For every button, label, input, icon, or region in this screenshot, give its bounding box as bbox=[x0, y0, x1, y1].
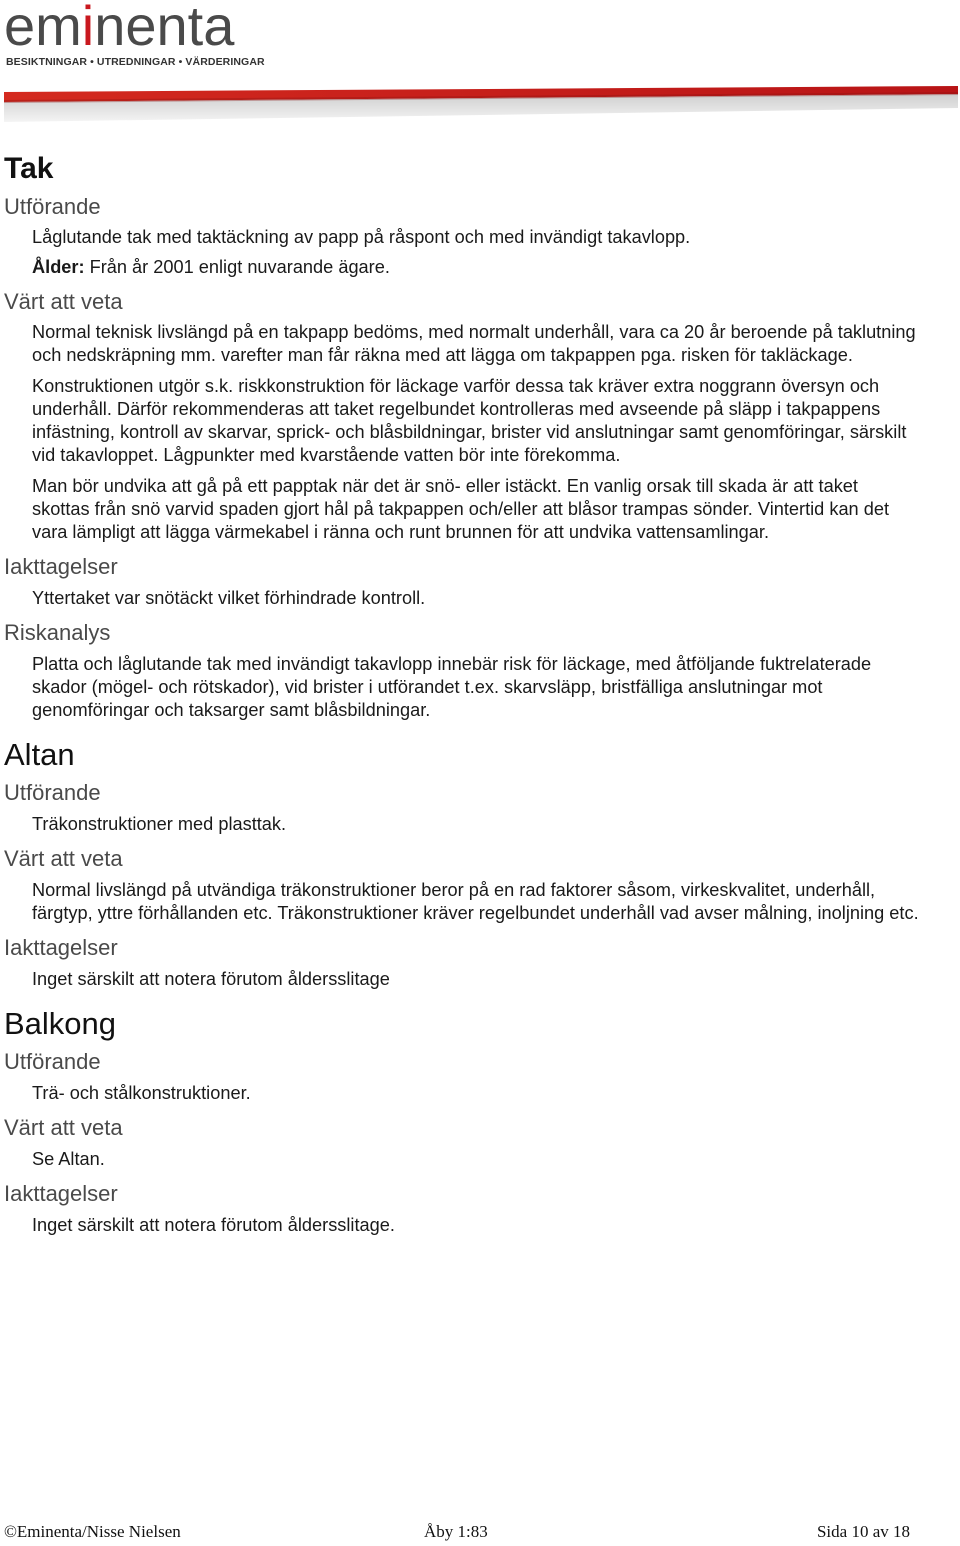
heading-vart-att-veta-altan: Värt att veta bbox=[4, 846, 123, 871]
logo-accent-letter: i bbox=[81, 0, 95, 57]
text-iakttagelser-tak: Yttertaket var snötäckt vilket förhindrade kontroll. bbox=[32, 588, 426, 608]
footer-copyright: ©Eminenta/Nisse Nielsen bbox=[4, 1522, 181, 1541]
text-riskanalys-tak: Platta och låglutande tak med invändigt takavlopp innebär risk för läckage, med åtföljande fuktrelaterade skador (mögel- och rötskador), vid brister i utförandet t.ex. skarvsläpp, bristfälliga anslutningar mot genomföringar och taksarger samt blåsbildningar. bbox=[32, 654, 872, 720]
footer-property: Åby 1:83 bbox=[424, 1522, 488, 1541]
text-vart-tak-2: Konstruktionen utgör s.k. riskkonstruktion för läckage varför dessa tak kräver extra noggrann översyn och underhåll. Därför rekommenderas att taket regelbundet kontrolleras med avseende på släpp i takpappens infästning, kontroll av skarvar, sprick- och blåsbildningar, brister vid anslutningar samt genomföringar, särskilt vid takavloppet. Lågpunkter med kvarstående vatten bör inte förekomma. bbox=[32, 376, 907, 465]
header-decorative-band bbox=[0, 78, 960, 138]
section-title-tak: Tak bbox=[4, 152, 54, 185]
heading-utforande-altan: Utförande bbox=[4, 780, 101, 805]
heading-iakttagelser-balkong: Iakttagelser bbox=[4, 1181, 118, 1206]
report-body bbox=[0, 150, 960, 1237]
heading-utforande-tak: Utförande bbox=[4, 194, 101, 219]
text-iakttagelser-altan: Inget särskilt att notera förutom åldersslitage bbox=[32, 969, 390, 989]
section-title-balkong: Balkong bbox=[4, 1006, 117, 1041]
section-title-altan: Altan bbox=[4, 737, 75, 772]
text-vart-altan: Normal livslängd på utvändiga träkonstruktioner beror på en rad faktorer såsom, virkeskvalitet, underhåll, färgtyp, yttre förhållanden etc. Träkonstruktioner kräver regelbundet underhåll vad avser målning, inoljning etc. bbox=[32, 880, 919, 923]
text-alder: Ålder: Från år 2001 enligt nuvarande ägare. bbox=[32, 257, 390, 277]
text-vart-tak-3: Man bör undvika att gå på ett papptak när det är snö- eller istäckt. En vanlig orsak till skada är att taket skottas från snö varvid spaden gjort hål på takpappen och/eller att blåsor trampas sönder. Vintertid kan det vara lämpligt att lägga värmekabel i ränna och runt brunnen för att undvika vattensamlingar. bbox=[32, 476, 890, 542]
footer-page-number: Sida 10 av 18 bbox=[816, 1522, 910, 1541]
text-utforande-altan: Träkonstruktioner med plasttak. bbox=[32, 814, 287, 834]
text-utforande-tak: Låglutande tak med taktäckning av papp på råspont och med invändigt takavlopp. bbox=[32, 227, 691, 247]
logo-wordmark: eminenta bbox=[4, 0, 234, 58]
heading-vart-att-veta-tak: Värt att veta bbox=[4, 289, 123, 314]
text-vart-tak-1: Normal teknisk livslängd på en takpapp bedöms, med normalt underhåll, vara ca 20 år beroende på taklutning och nedskräpning mm. varefter man får räkna med att lägga om takpappen pga. risken för takläckage. bbox=[32, 322, 916, 365]
heading-iakttagelser-altan: Iakttagelser bbox=[4, 935, 118, 960]
label-alder: Ålder: bbox=[32, 257, 85, 277]
page-footer bbox=[0, 1520, 960, 1546]
text-vart-balkong: Se Altan. bbox=[32, 1149, 105, 1169]
heading-riskanalys-tak: Riskanalys bbox=[4, 620, 111, 645]
text-utforande-balkong: Trä- och stålkonstruktioner. bbox=[32, 1083, 251, 1103]
logo-tagline: BESIKTNINGAR • UTREDNINGAR • VÄRDERINGAR bbox=[6, 56, 265, 68]
text-iakttagelser-balkong: Inget särskilt att notera förutom åldersslitage. bbox=[32, 1215, 395, 1235]
heading-utforande-balkong: Utförande bbox=[4, 1049, 101, 1074]
heading-iakttagelser-tak: Iakttagelser bbox=[4, 554, 118, 579]
heading-vart-att-veta-balkong: Värt att veta bbox=[4, 1115, 123, 1140]
